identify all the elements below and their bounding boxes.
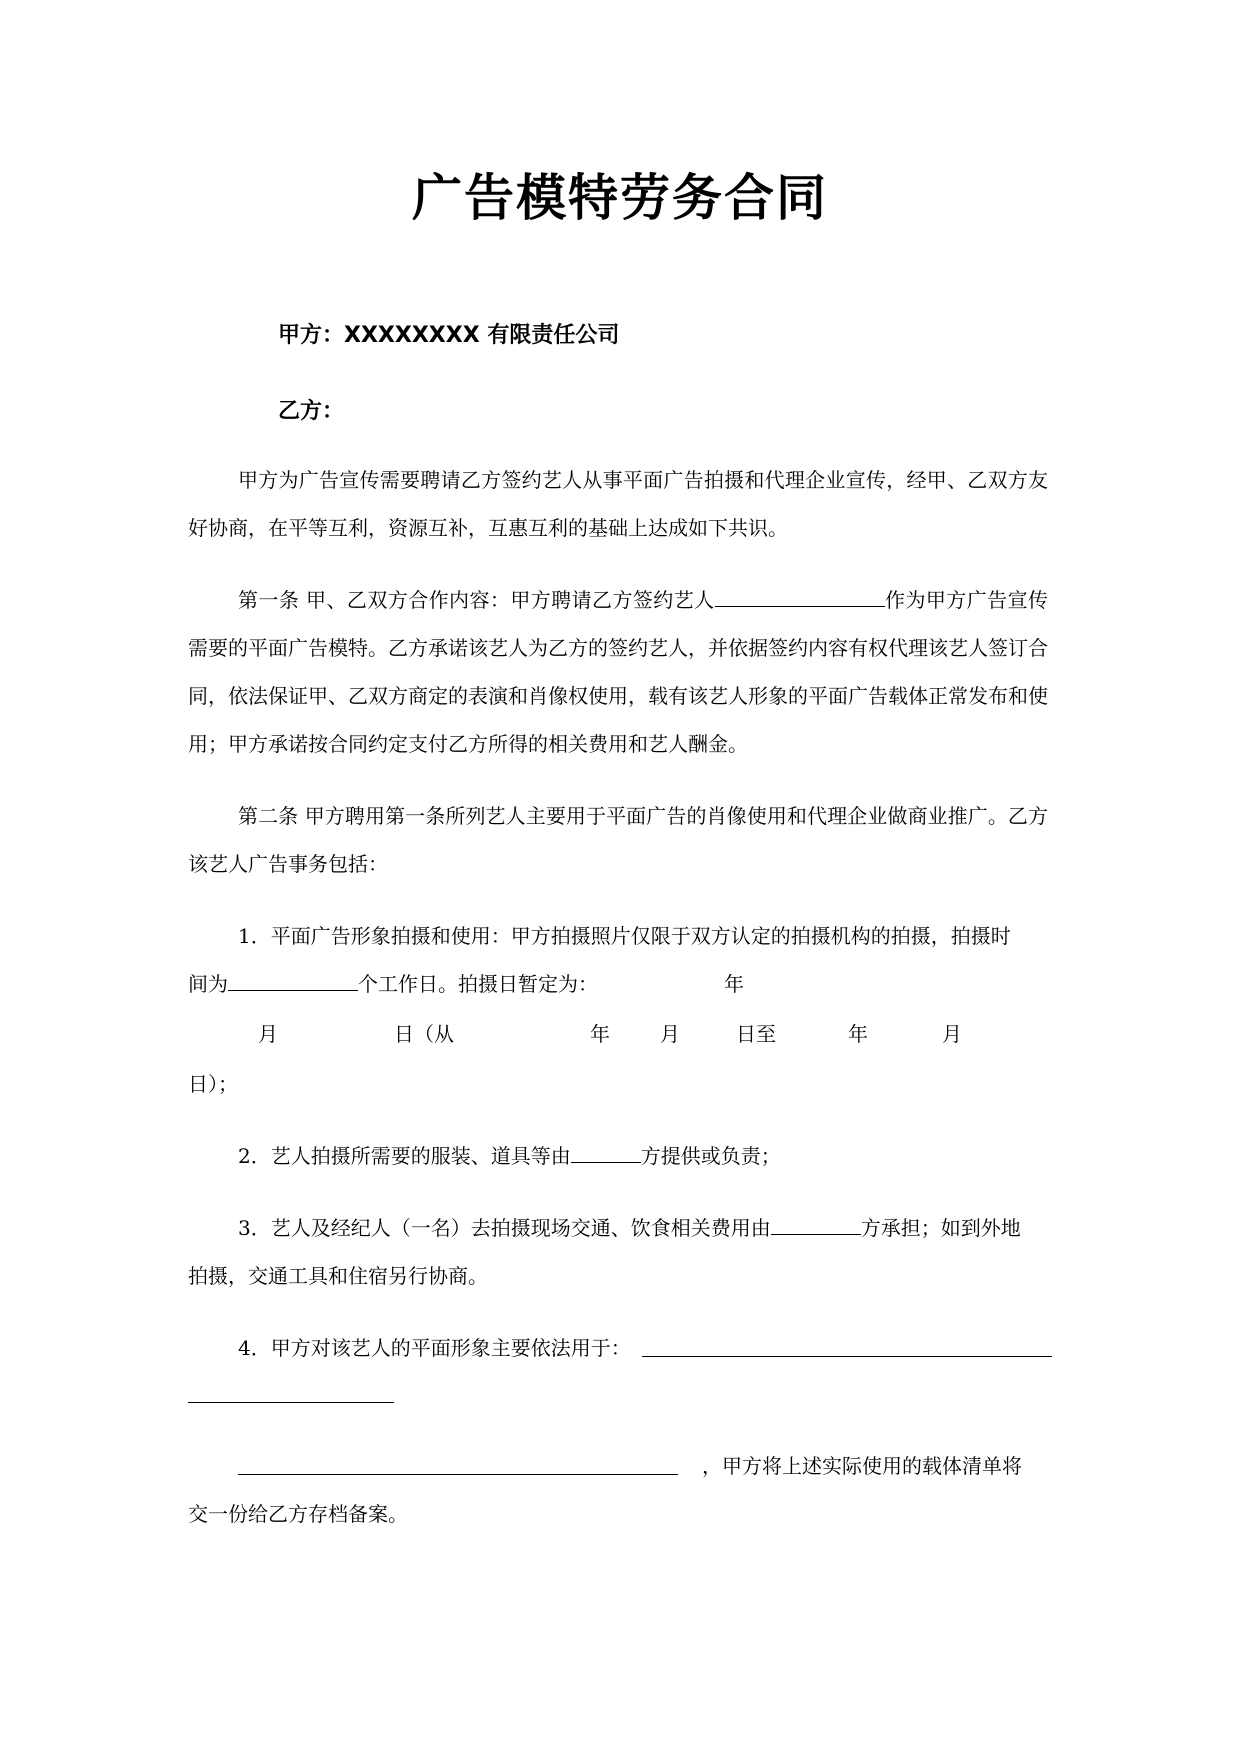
item-1-line2 — [188, 968, 598, 997]
item-4-pre: 4．甲方对该艺人的平面形象主要依法用于： — [238, 1336, 631, 1360]
item-1-day-to: 日至 — [736, 1022, 776, 1046]
item-1-month: 月 — [258, 1022, 278, 1046]
expense-payer-blank — [771, 1214, 861, 1235]
document-title: 广告模特劳务合同 — [412, 169, 828, 227]
usage-blank-2 — [188, 1402, 394, 1403]
item-2-pre: 2．艺人拍摄所需要的服装、道具等由 — [238, 1144, 571, 1168]
item-1-month2: 月 — [660, 1022, 680, 1046]
item-3-pre: 3．艺人及经纪人（一名）去拍摄现场交通、饮食相关费用由 — [238, 1216, 771, 1240]
closing-line2: 交一份给乙方存档备案。 — [188, 1502, 408, 1526]
usage-blank-3 — [238, 1474, 678, 1475]
item-1-year3: 年 — [848, 1022, 868, 1046]
item-1-pre: 间为 — [188, 972, 228, 996]
party-b: 乙方： — [278, 399, 345, 424]
article-1-pre: 第一条 甲、乙双方合作内容：甲方聘请乙方签约艺人 — [238, 588, 715, 612]
article-1 — [188, 576, 1048, 768]
item-1-year2: 年 — [590, 1022, 610, 1046]
artist-name-blank — [715, 586, 885, 607]
article-1-post: 作为甲方广告宣传需要的平面广告模特。乙方承诺该艺人为乙方的签约艺人，并依据签约内容有权代理该艺人签订合同，依法保证甲、乙双方商定的表演和肖像权使用，载有该艺人形象的平面广告载体正常发布和使用；甲方承诺按合同约定支付乙方所得的相关费用和艺人酬金。 — [188, 588, 1049, 756]
item-3-line2: 拍摄，交通工具和住宿另行协商。 — [188, 1264, 488, 1288]
party-a: 甲方：XXXXXXXX 有限责任公司 — [278, 323, 620, 348]
closing-post: ，甲方将上述实际使用的载体清单将 — [702, 1454, 1022, 1478]
usage-blank-1 — [642, 1356, 1052, 1357]
item-2-post: 方提供或负责； — [640, 1144, 781, 1168]
workdays-blank — [228, 970, 358, 991]
item-1-month3: 月 — [942, 1022, 962, 1046]
item-1-mid: 个工作日。拍摄日暂定为： — [358, 972, 598, 996]
item-2 — [238, 1140, 781, 1169]
item-3-post: 方承担；如到外地 — [860, 1216, 1021, 1240]
item-1-year: 年 — [724, 972, 744, 996]
costume-provider-blank — [571, 1142, 641, 1163]
intro-paragraph: 甲方为广告宣传需要聘请乙方签约艺人从事平面广告拍摄和代理企业宣传，经甲、乙双方友好协商，在平等互利，资源互补，互惠互利的基础上达成如下共识。 — [188, 468, 1048, 540]
item-1-end: 日）； — [188, 1072, 238, 1096]
item-1-line1: 1．平面广告形象拍摄和使用：甲方拍摄照片仅限于双方认定的拍摄机构的拍摄，拍摄时 — [238, 924, 1011, 948]
item-3-line1 — [238, 1212, 1021, 1241]
article-2: 第二条 甲方聘用第一条所列艺人主要用于平面广告的肖像使用和代理企业做商业推广。乙方该艺人广告事务包括： — [188, 804, 1048, 876]
item-1-day-from: 日（从 — [394, 1022, 454, 1046]
